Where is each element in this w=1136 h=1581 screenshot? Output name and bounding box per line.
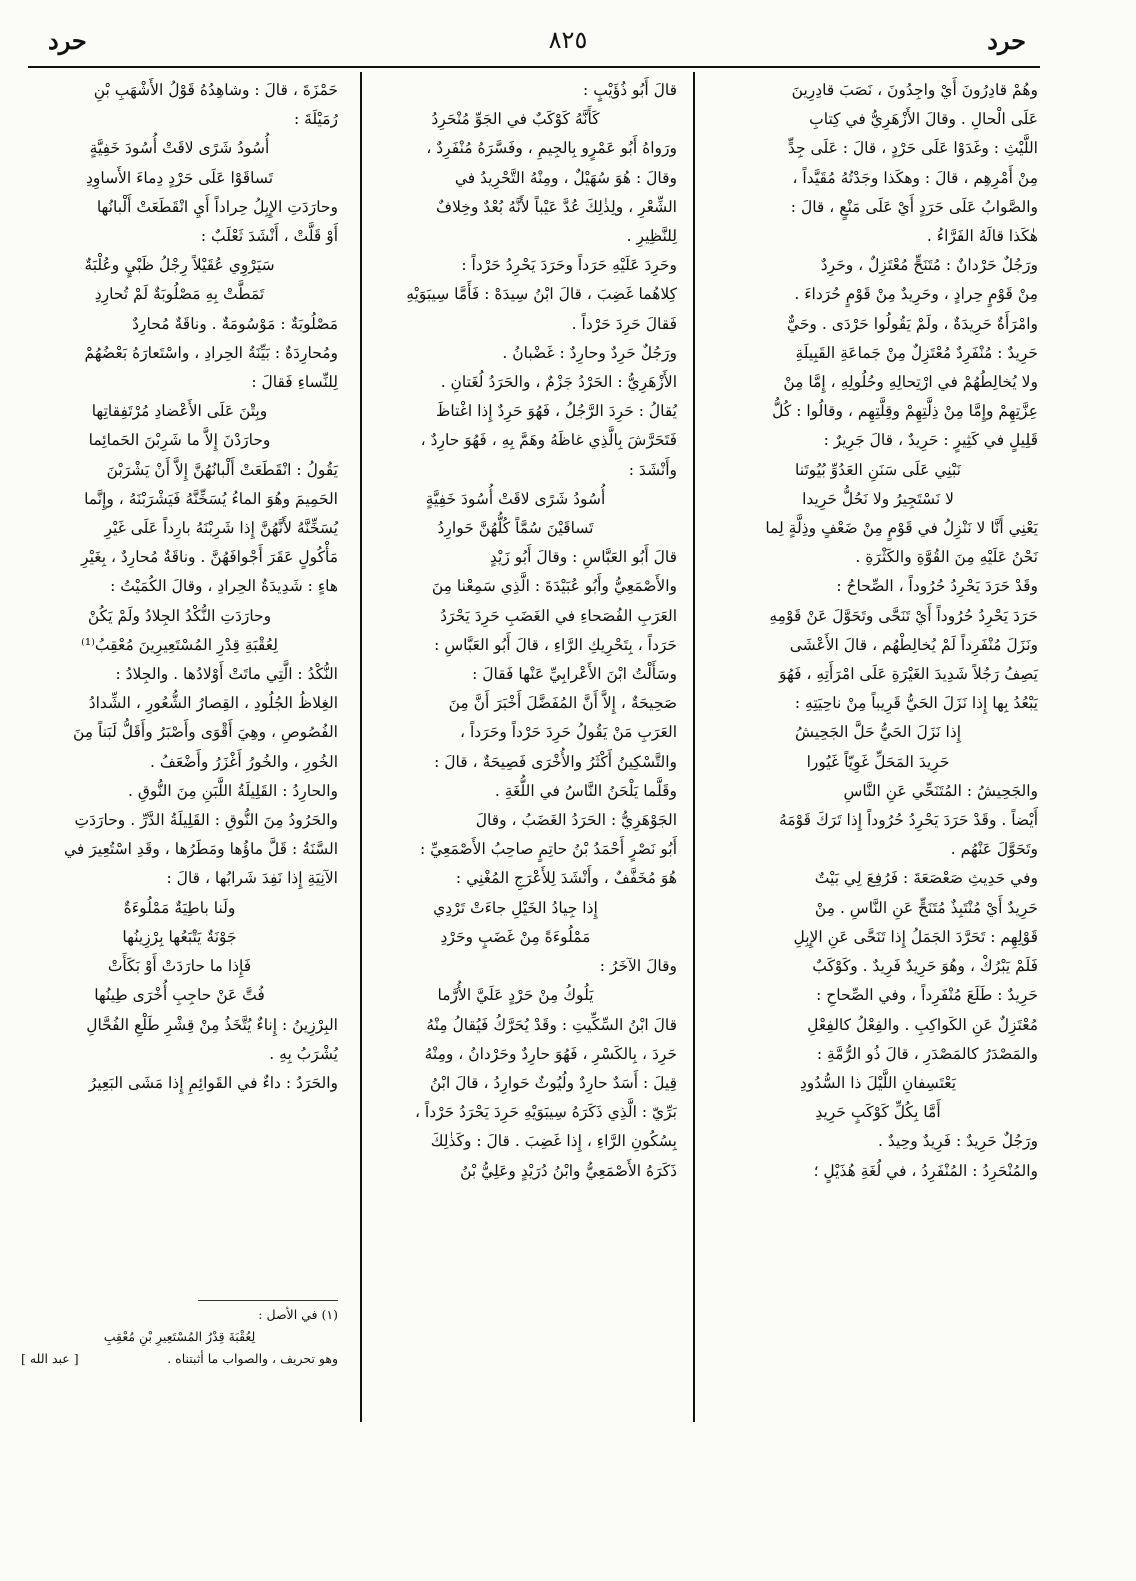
text-line: حَرِيدٌ أَيْ مُنْتَبِذٌ مُتَنَحٍّ عَنِ النَّاسِ . مِنْ: [814, 898, 1038, 917]
verse-line: يَعْتَسِفانِ اللَّيْلَ ذا السُّدُودِ: [799, 1073, 957, 1092]
text-line: لِلنَّظِيرِ .: [626, 227, 677, 246]
text-line: وتَحَوَّلَ عَنْهُم .: [950, 840, 1038, 859]
text-line: العَرَبِ مَنْ يَقُولُ حَرِدَ حَرْداً وحَرَداً ،: [460, 723, 677, 742]
text-line: فَقالَ حَرِدَ حَرْداً .: [571, 314, 677, 333]
text-line: ذَكَرَهُ الأَصْمَعِيُّ وابْنُ دُرَيْدٍ وعَلِيُّ بْنُ: [460, 1161, 677, 1180]
text-line: الأَزْهَرِيُّ : الحَرْدُ جَزْمٌ ، والحَرَدُ لُغَتانِ .: [440, 373, 677, 392]
text-line: فَتَحَرَّشَ بِالَّذِي غاظَهُ وهَمَّ بِهِ ، فَهُوَ حارِدٌ ،: [420, 431, 677, 450]
verse-line: وحارَدْنَ إِلاَّ ما شَرِبْنَ الحَمائِما: [88, 431, 271, 450]
text-line: حَرِدَ ، بِالكَسْرِ ، فَهُوَ حارِدٌ وحَرْدانُ ، ومِنْهُ: [424, 1044, 677, 1063]
footnote: [21, 1304, 338, 1370]
text-line: قالَ ابْنُ السِّكِّيتِ : وقَدْ يُحَرَّكُ فَيُقالُ مِنْهُ: [426, 1015, 677, 1034]
footnote-note: وهو تحريف ، والصواب ما أثبتناه .: [167, 1351, 338, 1366]
text-line: ورَجُلٌ حَرْدانٌ : مُتَنَحٍّ مُعْتَزِلٌ ، وحَرِدٌ: [820, 256, 1038, 275]
column-divider: [693, 72, 695, 1422]
text-line: يَقُولُ : انْقَطَعَتْ أَلْبانُهُنَّ إِلاَّ أَنْ يَشْرَبْنَ: [106, 460, 338, 479]
text-line: مَصْلُوبَةٌ : مَوْسُومَةٌ . وناقَةٌ مُحارِدٌ: [132, 314, 338, 333]
text-line: بِسُكُونِ الرَّاءِ ، إِذا غَضِبَ . قالَ : وكَذٰلِكَ: [430, 1132, 677, 1151]
text-line: والأَصْمَعِيُّ وأَبُو عُبَيْدَةَ : الَّذِي سَمِعْنا مِنَ: [431, 577, 677, 596]
text-line: حَرَداً ، بِتَحْرِيكِ الرَّاءِ ، قالَ أَبُو العَبَّاسِ :: [434, 635, 677, 654]
text-line: مِنْ أَمْرِهِم ، قالَ : وهكَذا وجَدْتُهُ مُقَيَّداً ،: [792, 168, 1038, 187]
text-line: حَرِيدٌ : طَلَعَ مُنْفَرِداً ، وفي الصِّحاحِ :: [816, 986, 1038, 1005]
footnote-signature: [ عبد الله ]: [21, 1351, 79, 1366]
text-line: حَرَدَ يَحْرِدُ حُرُوداً أَيْ تَنَحَّى وتَحَوَّلَ عَنْ قَوْمِهِ: [769, 606, 1038, 625]
text-line: قالَ أَبُو ذُؤَيْبٍ :: [583, 81, 677, 99]
verse-line: جَوْنَةٌ يَتْبَعُها بِرْزِينُها: [122, 927, 237, 946]
footnote-rule: [198, 1300, 338, 1301]
verse-line: حَرِيدَ المَحَلِّ غَوِيّاً غَيُورا: [806, 752, 950, 771]
text-line: قَوْلِهِم : تَحَرَّدَ الجَمَلُ إِذا تَنَحَّى عَنِ الإِبِلِ: [793, 927, 1038, 946]
text-line: ورَواهُ أَبُو عَمْرٍو بِالجِيمِ ، وفَسَّرَهُ مُنْفَرِدٌ ،: [426, 139, 677, 158]
text-line: أَيْضاً . وقَدْ حَرَدَ يَحْرِدُ حُرُوداً إِذا تَرَكَ قَوْمَهُ: [779, 811, 1038, 830]
text-line: وسَأَلْتُ ابْنَ الأَعْرابِيِّ عَنْها فَقالَ :: [472, 665, 677, 684]
verse-line: وحارَدَتِ النُّكْدُ الجِلادُ ولَمْ يَكُنْ: [87, 606, 272, 625]
text-line: يُقالُ : حَرِدَ الرَّجُلُ ، فَهُوَ حَرِدٌ إِذا اغْتاظَ: [436, 402, 677, 421]
text-line: نَحْنُ عَلَيْهِ مِنَ القُوَّةِ والكَثْرَةِ .: [855, 548, 1038, 567]
page-number: ٨٢٥: [548, 26, 588, 54]
column-middle: [354, 76, 677, 1186]
text-line: هٰكَذا قالَهُ الفَرَّاءُ .: [926, 227, 1038, 246]
text-line: العَرَبِ الفُصَحاءِ في الغَضَبِ حَرِدَ يَحْرَدُ: [440, 606, 677, 625]
verse-line: إِذا جِيادُ الخَيْلِ جاءَتْ تَرْدِي: [433, 898, 598, 917]
text-line: والحارِدُ : القَلِيلَةُ اللَّبَنِ مِنَ النُّوقِ .: [128, 781, 338, 800]
text-line: قالَ أَبُو العَبَّاسِ : وقالَ أَبُو زَيْدٍ: [489, 548, 677, 567]
verse-line: تَساقَيْنَ سُمَّاً كُلُّهُنَّ حَوارِدُ: [437, 519, 594, 538]
column-right: [718, 76, 1038, 1186]
text-line: ومُحارِدَةٌ : بَيِّنَةُ الحِرادِ ، واسْتَعارَهُ بَعْضُهُمْ: [84, 343, 338, 362]
text-line: وقَدْ حَرَدَ يَحْرِدُ حُرُوداً ، الصِّحاحُ :: [836, 577, 1038, 596]
text-line: البِرْزِينُ : إِناءٌ يُتَّخَذُ مِنْ قِشْرِ طَلْعِ الفُحَّالِ: [86, 1015, 338, 1034]
text-line: مِنْ قَوْمٍ حِرادٍ ، وحَرِيدٌ مِنْ قَوْمٍ حُرَداءَ .: [794, 285, 1038, 304]
text-line: الحَمِيمَ وهُوَ الماءُ يُسَخِّنَّهُ فَيَشْرَبْنَهُ ، وإِنَّما: [84, 489, 338, 508]
text-line: عِزَّتِهِمْ وإِمَّا مِنْ ذِلَّتِهِمْ وقِلَّتِهِم ، وقالُوا : كُلُّ: [772, 402, 1038, 421]
text-line: ولا يُخالِطُهُمْ في ارْتِحالِهِ وحُلُولِهِ ، إِمَّا مِنْ: [783, 373, 1038, 392]
text-line: ونَزَلَ مُنْفَرِداً لَمْ يُخالِطْهُم ، قالَ الأَعْشَى: [789, 635, 1038, 654]
verse-line: أُسُودُ شَرًى لاقَتْ أُسُودَ خَفِيَّةٍ: [89, 139, 270, 158]
footnote-verse: لِعُقْبَةَ قِدْرُ المُسْتَعِيرِ بْنِ مُعْقِبِ: [103, 1329, 256, 1344]
verse-line: تَمَطَّتْ بِهِ مَصْلُوبَةٌ لَمْ تُحارِدِ: [94, 285, 265, 304]
text-line: وهُمْ قادِرُونَ أَيْ واجِدُونَ ، نَصَبَ قادِرِينَ: [791, 81, 1038, 99]
text-line: والتَّسْكِينُ أَكْثَرُ والأُخْرَى فَصِيحَةٌ ، قالَ :: [434, 752, 677, 771]
text-line: الشِّعْرِ ، ولِذٰلِكَ عُدَّ عَيْباً لأَنَّهُ بُعْدٌ وخِلافٌ: [436, 197, 677, 216]
verse-line: أُسُودُ شَرًى لاقَتْ أُسُودَ خَفِيَّةٍ: [425, 489, 606, 508]
text-line: هُوَ مُخَفَّفٌ ، وأَنْشَدَ لِلأَعْرَجِ المُغْنِي :: [455, 869, 677, 888]
header-entry-left: حرد: [48, 26, 87, 55]
text-line: وامْرَأَةٌ حَرِيدَةٌ ، ولَمْ يَقُولُوا حَرْدَى . وحَيٌّ: [786, 314, 1038, 333]
text-line: هاءٍ : شَدِيدَةُ الحِرادِ ، وقالَ الكُمَيْتُ :: [110, 577, 338, 596]
verse-line: وبِتْنَ عَلَى الأَعْضادِ مُرْتَفِقاتِها: [91, 402, 268, 421]
verse-line: يَلُوكُ مِنْ حَرْدٍ عَلَيَّ الأُرَّما: [437, 986, 594, 1005]
text-line: قِيلَ : أَسَدٌ حارِدٌ ولُيُوثٌ حَوارِدُ ، قالَ ابْنُ: [429, 1073, 677, 1092]
text-line: حَرِيدٌ : مُنْفَرِدٌ مُعْتَزِلٌ مِنْ جَماعَةِ القَبِيلَةِ: [795, 343, 1038, 362]
text-line: والصَّوابُ عَلَى حَرَدٍ أَيْ عَلَى مَنْعٍ ، قالَ :: [790, 197, 1038, 216]
text-line: والمُنْحَرِدُ : المُنْفَرِدُ ، في لُغَةِ هُذَيْلٍ ؛: [813, 1161, 1038, 1180]
text-line: أَوْ قَلَّتْ ، أَنْشَدَ ثَعْلَبٌ :: [200, 227, 338, 246]
text-line: وأَنْشَدَ :: [628, 460, 677, 479]
text-line: أَبُو نَصْرٍ أَحْمَدُ بْنُ حاتِمٍ صاحِبُ الأَصْمَعِيِّ :: [419, 840, 677, 859]
text-line: وحَرِدَ عَلَيْهِ حَرَداً وحَرَدَ يَحْرِدُ حَرْداً :: [461, 256, 677, 275]
verse-line: فَإِذا ما حارَدَتْ أَوْ بَكَأَتْ: [107, 957, 252, 976]
header-rule: [28, 66, 1040, 68]
text-line: والمَصْدَرُ كالمَصْدَرِ ، قالَ ذُو الرُّمَّةِ :: [816, 1044, 1038, 1063]
text-line: الخُورِ ، والخُورُ أَغْزَرُ وأَضْعَفُ .: [149, 752, 338, 771]
text-line: وحارَدَتِ الإِبِلُ حِراداً أَيِ انْقَطَعَتْ أَلْبانُها: [96, 197, 338, 216]
column-left: [21, 76, 338, 1098]
text-line: والحَرَدُ : داءٌ في القَوائِمِ إِذا مَشَى البَعِيرُ: [88, 1073, 338, 1092]
verse-line: كَأَنَّهُ كَوْكَبٌ في الجَوِّ مُنْحَرِدُ: [431, 110, 600, 129]
text-line: وقَلَّما يَلْحَنُ النَّاسُ في اللُّغَةِ .: [494, 781, 677, 800]
verse-line: أَمَّا بِكُلِّ كَوْكَبٍ حَرِيدِ: [815, 1103, 941, 1122]
header-entry-right: حرد: [987, 26, 1026, 55]
verse-line: لا نَسْتَجِيرُ ولا نَحُلُّ حَرِيدا: [802, 489, 954, 508]
text-line: اللَّيْثِ : وغَدَوْا عَلَى حَرْدٍ ، قالَ : عَلَى جِدٍّ: [787, 139, 1038, 158]
text-line: يَبْعُدُ بِها إِذا نَزَلَ الحَيُّ قَرِيباً مِنْ ناحِيَتِهِ :: [794, 694, 1038, 713]
text-line: النُّكْدُ : الَّتِي ماتَتْ أَوْلادُها . والجِلادُ :: [115, 665, 338, 684]
verse-line: لِعُقْبَةِ قِدْرِ المُسْتَعِيرِينَ مُعْقِبُ⁽¹⁾: [81, 635, 278, 654]
text-line: الفُصُوصِ ، وهِيَ أَقْوَى وأَصْبَرُ وأَقَلُّ لَبَناً مِنَ: [72, 723, 338, 742]
text-line: قَلِيلٍ في كَثِيرٍ : حَرِيدٌ ، قالَ جَرِيرٌ :: [823, 431, 1038, 450]
text-line: والجَحِيشُ : المُتَنَحِّي عَنِ النَّاسِ: [843, 781, 1038, 800]
verse-line: فُتَّ عَنْ حاجِبِ أُخْرَى طِينُها: [94, 986, 265, 1005]
text-line: الجَوْهَرِيُّ : الحَرَدُ الغَضَبُ ، وقالَ: [475, 811, 677, 830]
verse-line: تَساقَوْا عَلَى حَرْدٍ دِماءَ الأَساوِدِ: [85, 168, 274, 187]
text-line: مَأْكُولٍ عَقَرَ أَجْوافَهُنَّ . وناقَةٌ مُحارِدٌ ، بِغَيْرِ: [81, 548, 338, 567]
text-line: وفي حَدِيثِ صَعْصَعَةَ : فَرُفِعَ لِي بَيْتٌ: [814, 869, 1038, 888]
text-line: ورَجُلٌ حَرِيدٌ : فَرِيدٌ وحِيدٌ .: [878, 1132, 1038, 1151]
text-line: ورَجُلٌ حَرِدٌ وحارِدٌ : غَضْبانُ .: [502, 343, 677, 362]
text-line: الغِلاظُ الجُلُودِ ، القِصارُ الشُّعُورِ ، الشِّدادُ: [88, 694, 338, 713]
text-line: حَمْزَةَ ، قالَ : وشاهِدُهُ قَوْلُ الأَشْهَبِ بْنِ: [93, 81, 338, 99]
text-line: يَعْنِي أَنَّا لا نَنْزِلُ في قَوْمٍ مِنْ ضَعْفٍ وذِلَّةٍ لِما: [765, 519, 1038, 538]
text-line: وقالَ : هُوَ سُهَيْلٌ ، ومِنْهُ التَّحْرِيدُ في: [454, 168, 677, 187]
text-line: الآنِيَةِ إِذا نَفِدَ شَرابُها ، قالَ :: [166, 869, 338, 888]
text-line: والحَرُودُ مِنَ النُّوقِ : القَلِيلَةُ الدَّرِّ . وحارَدَتِ: [74, 811, 338, 830]
text-line: وقالَ الآخَرُ :: [599, 957, 677, 976]
verse-line: سَيَرْوِي عُقَيْلاً رِجْلُ ظَبْيٍ وعُلْبَةٌ: [84, 256, 275, 275]
verse-line: مَمْلُوءَةً مِنْ غَضَبٍ وحَرْدِ: [440, 927, 591, 946]
verse-line: ولَنا باطِيَةٌ مَمْلُوءَةٌ: [123, 898, 236, 917]
text-line: عَلَى الْحالِ . وقالَ الأَزْهَرِيُّ في كِتابِ: [809, 110, 1038, 129]
text-line: بَرِّيّ : الَّذِي ذَكَرَهُ سِيبَوَيْهِ حَرِدَ يَحْرَدُ حَرْداً ،: [414, 1103, 677, 1122]
verse-line: نَبْنِي عَلَى سَنَنِ العَدُوِّ بُيُوتَنا: [795, 460, 961, 479]
text-line: فَلَمْ يَبْرُكْ ، وهُوَ حَرِيدٌ فَرِيدٌ . وكَوْكَبٌ: [812, 957, 1038, 976]
text-line: مُعْتَزِلٌ عَنِ الكَواكِبِ . والفِعْلُ كالفِعْلِ: [807, 1015, 1038, 1034]
text-line: لِلنِّساءِ فَقالَ :: [251, 373, 338, 392]
text-line: يَصِفُ رَجُلاً شَدِيدَ الغَيْرَةِ عَلَى امْرَأَتِهِ ، فَهُوَ: [779, 665, 1038, 684]
text-line: رُمَيْلَةَ :: [293, 110, 338, 129]
text-line: كِلاهُما غَضِبَ ، قالَ ابْنُ سِيدَهْ : فَأَمَّا سِيبَوَيْهِ: [406, 285, 677, 304]
text-line: صَحِيحَةٌ ، إِلاَّ أَنَّ المُفَضَّلَ أَخْبَرَ أَنَّ مِنَ: [448, 694, 677, 713]
footnote-marker: (١) في الأصل :: [258, 1307, 338, 1322]
text-line: يُسَخِّنَّهُ لأَنَّهُنَّ إِذا شَرِبْنَهُ بارِداً عَلَى غَيْرِ: [104, 519, 338, 538]
verse-line: إِذا نَزَلَ الحَيُّ حَلَّ الجَحِيشُ: [794, 723, 962, 742]
text-line: يُشْرَبُ بِهِ .: [269, 1044, 338, 1063]
text-line: السَّنَةُ : قَلَّ ماؤُها ومَطَرُها ، وقَدِ اسْتُعِيرَ في: [63, 840, 338, 859]
